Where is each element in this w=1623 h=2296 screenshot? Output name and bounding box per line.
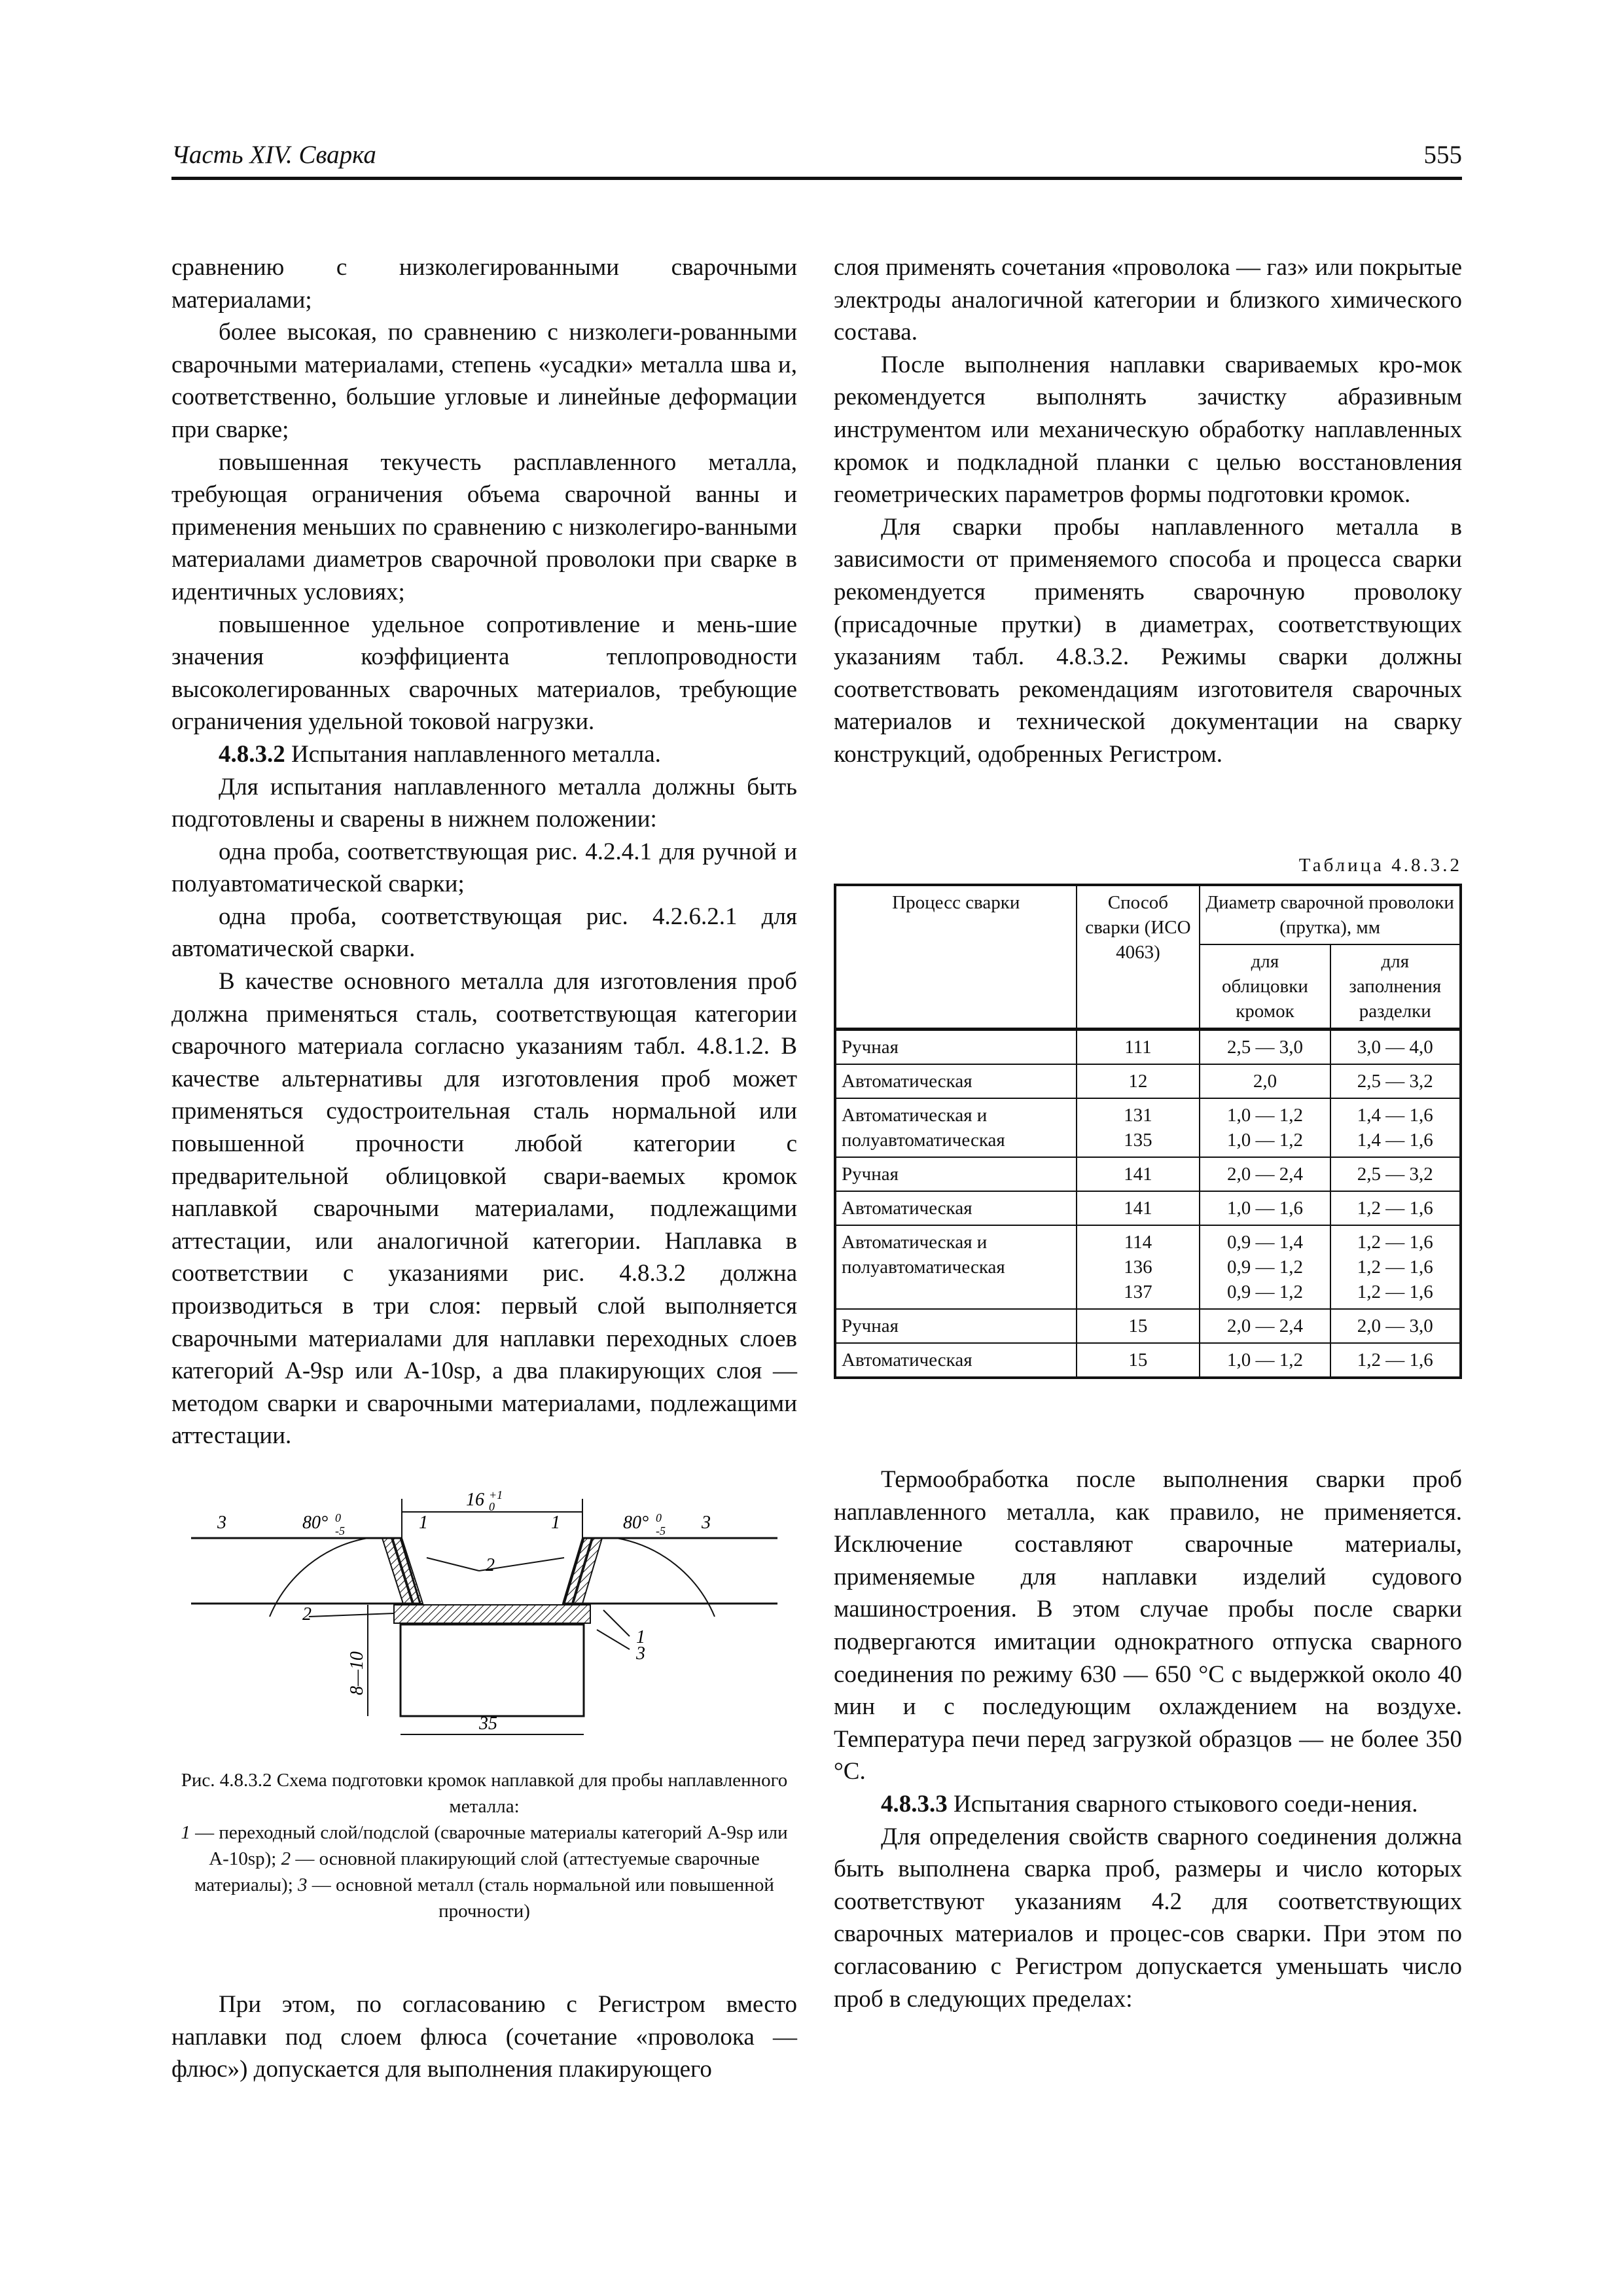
- cell-facing: 2,0 — 2,4: [1200, 1157, 1330, 1191]
- cell-filling: 1,4 — 1,6 1,4 — 1,6: [1330, 1098, 1461, 1157]
- left-column: [171, 251, 797, 1452]
- angle-arc-left: [270, 1538, 368, 1617]
- label-1-right: 1: [551, 1513, 560, 1533]
- right-column: [834, 251, 1462, 771]
- th-diameter: Диаметр сварочной проволоки (прутка), мм: [1200, 885, 1461, 944]
- cell-method: 131 135: [1077, 1098, 1200, 1157]
- legend-n3: 3: [298, 1874, 308, 1895]
- label-gap-tol2: 0: [489, 1500, 495, 1513]
- cell-process: Ручная: [835, 1157, 1077, 1191]
- paragraph: повышенное удельное сопротивление и мень-шие значения коэффициента теплопроводности высоколегированных сварочных материалов, требующие ограничения удельной токовой нагрузки.: [171, 611, 797, 736]
- cell-facing: 2,0 — 2,4: [1200, 1309, 1330, 1343]
- label-angle-right-tol2: -5: [656, 1524, 666, 1537]
- cell-facing: 2,5 — 3,0: [1200, 1030, 1330, 1065]
- th-method: Способ сварки (ИСО 4063): [1077, 885, 1200, 1030]
- angle-arc-right: [616, 1538, 715, 1617]
- label-1-left: 1: [419, 1513, 428, 1533]
- paragraph: одна проба, соответствующая рис. 4.2.4.1 для ручной и полуавтоматической сварки;: [171, 838, 797, 898]
- legend-n2: 2: [281, 1848, 291, 1869]
- figure-caption-legend: [171, 1820, 797, 1924]
- page-number: 555: [1423, 141, 1462, 169]
- th-facing: для облицовки кромок: [1200, 944, 1330, 1030]
- label-angle-left-tol: 0: [335, 1511, 341, 1524]
- header-rule: [171, 177, 1462, 180]
- cell-facing: 1,0 — 1,2 1,0 — 1,2: [1200, 1098, 1330, 1157]
- label-angle-right-tol: 0: [656, 1511, 662, 1524]
- cell-facing: 2,0: [1200, 1064, 1330, 1098]
- cell-facing: 1,0 — 1,6: [1200, 1191, 1330, 1225]
- cell-process: Автоматическая и полуавтоматическая: [835, 1225, 1077, 1309]
- cell-method: 111: [1077, 1030, 1200, 1065]
- cell-method: 15: [1077, 1343, 1200, 1378]
- section-number: 4.8.3.2: [219, 740, 285, 768]
- cell-facing: 1,0 — 1,2: [1200, 1343, 1330, 1378]
- wire-diameter-table: [834, 884, 1462, 1379]
- table-caption: Таблица 4.8.3.2: [1298, 855, 1462, 876]
- label-gap-tol: +1: [489, 1488, 503, 1501]
- legend-t3: — основной металл (сталь нормальной или повышенной прочности): [307, 1874, 774, 1922]
- cell-filling: 1,2 — 1,6 1,2 — 1,6 1,2 — 1,6: [1330, 1225, 1461, 1309]
- cell-process: Автоматическая: [835, 1343, 1077, 1378]
- label-gap: 16: [466, 1490, 484, 1510]
- section-title: Испытания сварного стыкового соеди-нения.: [947, 1790, 1418, 1818]
- table-row: [835, 1343, 1461, 1378]
- paragraph: Для определения свойств сварного соединения должна быть выполнена сварка проб, размеры и число которых соответствуют указаниям 4.2 для соответствующих сварочных материалов и процес-сов сварки. При этом по согласованию с Регистром допускается уменьшать число проб в следующих пределах:: [834, 1823, 1462, 2013]
- figure-caption-title: Рис. 4.8.3.2 Схема подготовки кромок наплавкой для пробы наплавленного металла:: [181, 1770, 788, 1817]
- paragraph: одна проба, соответствующая рис. 4.2.6.2.1 для автоматической сварки.: [171, 903, 797, 963]
- legend-t2: — основной плакирующий слой (аттестуемые сварочные материалы);: [194, 1848, 760, 1895]
- table-row: [835, 1191, 1461, 1225]
- cell-filling: 3,0 — 4,0: [1330, 1030, 1461, 1065]
- section-number: 4.8.3.3: [881, 1790, 948, 1818]
- paragraph: сравнению с низколегированными сварочными материалами;: [171, 254, 797, 314]
- paragraph: более высокая, по сравнению с низколеги-рованными сварочными материалами, степень «усадки» металла шва и, соответственно, большие угловые и линейные деформации при сварке;: [171, 319, 797, 443]
- cell-process: Ручная: [835, 1030, 1077, 1065]
- legend-n1: 1: [181, 1822, 190, 1843]
- cell-filling: 2,5 — 3,2: [1330, 1157, 1461, 1191]
- cell-process: Автоматическая: [835, 1191, 1077, 1225]
- table-row: [835, 1030, 1461, 1065]
- cell-method: 15: [1077, 1309, 1200, 1343]
- section-heading-4832: [171, 738, 797, 771]
- table-row: [835, 1309, 1461, 1343]
- figure-caption: [171, 1767, 797, 1924]
- cell-filling: 1,2 — 1,6: [1330, 1343, 1461, 1378]
- table-body: [835, 1030, 1461, 1378]
- cell-filling: 2,5 — 3,2: [1330, 1064, 1461, 1098]
- backing-plate: [401, 1624, 584, 1716]
- paragraph: После выполнения наплавки свариваемых кро-мок рекомендуется выполнять зачистку абразивным инструментом или механическую обработку наплавленных кромок и подкладной планки с целью восстановления геометрических параметров формы подготовки кромок.: [834, 351, 1462, 509]
- paragraph: Для сварки пробы наплавленного металла в зависимости от применяемого способа и процесса сварки рекомендуется применять сварочную проволоку (присадочные прутки) в диаметрах, соответствующих указаниям табл. 4.8.3.2. Режимы сварки должны соответствовать рекомендациям изготовителя сварочных материалов и технической документации на сварку конструкций, одобренных Регистром.: [834, 513, 1462, 768]
- label-thickness: 8—10: [347, 1651, 367, 1695]
- label-width: 35: [479, 1713, 497, 1734]
- label-angle-left: 80°: [302, 1513, 329, 1533]
- paragraph: повышенная текучесть расплавленного металла, требующая ограничения объема сварочной ванны и применения меньших по сравнению с низколегиро-ванными материалами диаметров сварочной проволоки при сварке в идентичных условиях;: [171, 448, 797, 605]
- cell-method: 12: [1077, 1064, 1200, 1098]
- cell-method: 141: [1077, 1157, 1200, 1191]
- cell-process: Автоматическая и полуавтоматическая: [835, 1098, 1077, 1157]
- label-2-top: 2: [486, 1555, 495, 1575]
- legend-t1: — переходный слой/подслой (сварочные материалы категорий A-9sp или A-10sp);: [190, 1822, 788, 1869]
- table-row: [835, 1098, 1461, 1157]
- th-process: Процесс сварки: [835, 885, 1077, 1030]
- label-2-left: 2: [302, 1604, 312, 1624]
- paragraph: слоя применять сочетания «проволока — газ» или покрытые электроды аналогичной категории и близкого химического состава.: [834, 254, 1462, 346]
- figure-edge-preparation: [171, 1473, 797, 1754]
- cell-filling: 2,0 — 3,0: [1330, 1309, 1461, 1343]
- paragraph: Для испытания наплавленного металла должны быть подготовлены и сварены в нижнем положении:: [171, 773, 797, 833]
- running-title: Часть XIV. Сварка: [171, 141, 376, 169]
- table-row: [835, 1064, 1461, 1098]
- label-1-bottom: 1: [636, 1627, 645, 1647]
- paragraph: При этом, по согласованию с Регистром вместо наплавки под слоем флюса (сочетание «проволока — флюс») допускается для выполнения плакирующего: [171, 1991, 797, 2083]
- cell-filling: 1,2 — 1,6: [1330, 1191, 1461, 1225]
- backing-strip: [394, 1605, 590, 1623]
- left-column-bottom: [171, 1988, 797, 2086]
- label-angle-left-tol2: -5: [335, 1524, 345, 1537]
- section-title: Испытания наплавленного металла.: [285, 740, 661, 768]
- cell-method: 114 136 137: [1077, 1225, 1200, 1309]
- paragraph: В качестве основного металла для изготовления проб должна применяться сталь, соответствующая категории сварочного материала согласно указаниям табл. 4.8.1.2. В качестве альтернативы для изготовления проб может применяться судостроительная сталь нормальной или повышенной прочности любой категории с предварительной облицовкой свари-ваемых кромок наплавкой сварочными материалами, подлежащими аттестации, или аналогичной категории. Наплавка в соответствии с указаниями рис. 4.8.3.2 должна производиться в три слоя: первый слой выполняется сварочными материалами для наплавки переходных слоев категорий A-9sp или A-10sp, а два плакирующих слоя — методом сварки и сварочными материалами, подлежащими аттестации.: [171, 968, 797, 1450]
- label-3-bottom: 3: [636, 1643, 645, 1664]
- label-angle-right: 80°: [623, 1513, 649, 1533]
- cell-method: 141: [1077, 1191, 1200, 1225]
- cell-process: Ручная: [835, 1309, 1077, 1343]
- th-filling: для заполнения разделки: [1330, 944, 1461, 1030]
- cell-process: Автоматическая: [835, 1064, 1077, 1098]
- label-3-right: 3: [702, 1513, 711, 1533]
- table-row: [835, 1157, 1461, 1191]
- paragraph: Термообработка после выполнения сварки проб наплавленного металла, как правило, не применяется. Исключение составляют сварочные материалы, применяемые для наплавки изделий судового машиностроения. В этом случае пробы после сварки подвергаются имитации однократного отпуска сварного соединения по режиму 630 — 650 °С с выдержкой около 40 мин и с последующим охлаждением на воздухе. Температура печи перед загрузкой образцов — не более 350 °С.: [834, 1466, 1462, 1785]
- running-header: [171, 140, 1462, 177]
- section-heading-4833: [834, 1788, 1462, 1821]
- right-column-bottom: [834, 1463, 1462, 2015]
- cell-facing: 0,9 — 1,4 0,9 — 1,2 0,9 — 1,2: [1200, 1225, 1330, 1309]
- label-3-left: 3: [217, 1513, 226, 1533]
- table-row: [835, 1225, 1461, 1309]
